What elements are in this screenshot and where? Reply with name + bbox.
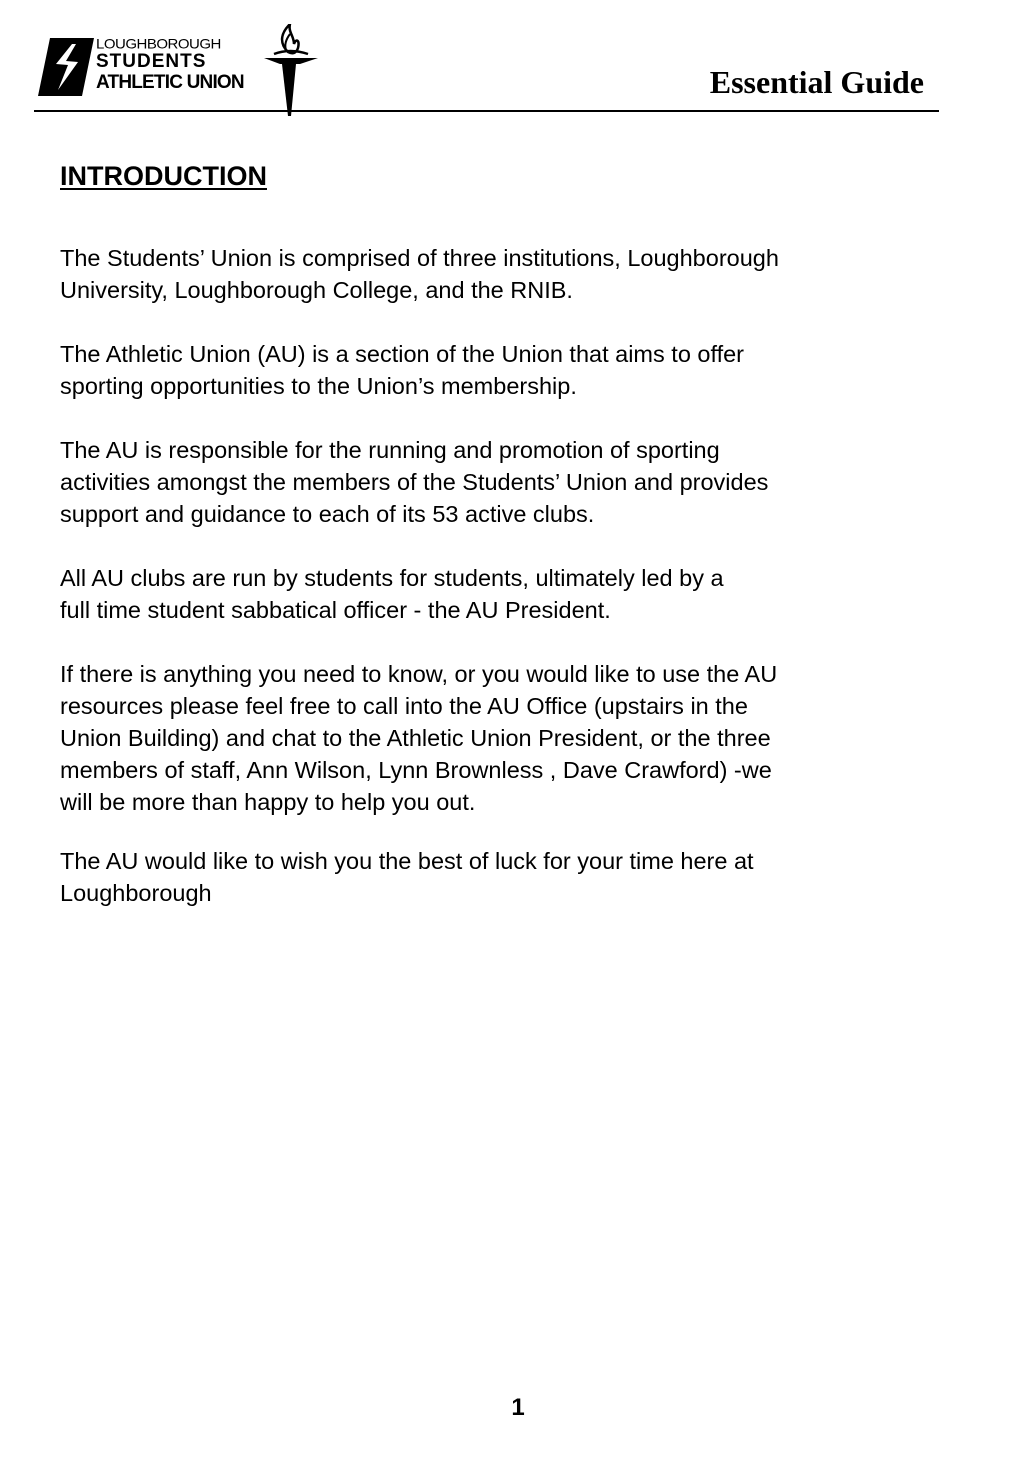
paragraph-au-office: If there is anything you need to know, or you would like to use the AU resources please feel free to call into the AU Office (upstairs in the Union Building) and chat to the Athletic Union President, or the three members of staff, Ann Wilson, Lynn Brownless , Dave Crawford) -we will be more than happy to help you out.: [60, 661, 778, 815]
page-header: [0, 0, 1024, 120]
paragraph-athletic-union: The Athletic Union (AU) is a section of the Union that aims to offer sporting opportunities to the Union’s membership.: [60, 341, 745, 399]
logo-line-students: STUDENTS: [96, 51, 207, 72]
athletic-union-logo: [38, 24, 328, 116]
logo-wordmark: [96, 37, 244, 93]
logo-line-athletic-union: ATHLETIC UNION: [96, 72, 244, 93]
document-title: Essential Guide: [709, 64, 924, 100]
paragraph-best-wishes: The AU would like to wish you the best of luck for your time here at Loughborough: [60, 848, 754, 906]
paragraph-students-union: The Students’ Union is comprised of three institutions, Loughborough University, Loughborough College, and the RNIB.: [60, 245, 779, 303]
lightning-s-badge-icon: [38, 38, 94, 96]
paragraph-au-clubs: All AU clubs are run by students for students, ultimately led by a full time student sabbatical officer - the AU President.: [60, 565, 724, 623]
page-number: 1: [511, 1394, 525, 1421]
logo-line-loughborough: LOUGHBOROUGH: [96, 36, 221, 53]
main-content: [60, 158, 940, 909]
paragraph-au-responsibilities: The AU is responsible for the running and promotion of sporting activities amongst the members of the Students’ Union and provides support and guidance to each of its 53 active clubs.: [60, 437, 769, 527]
header-divider: [34, 110, 939, 112]
section-heading: INTRODUCTION: [60, 161, 267, 191]
torch-icon: [260, 24, 320, 116]
